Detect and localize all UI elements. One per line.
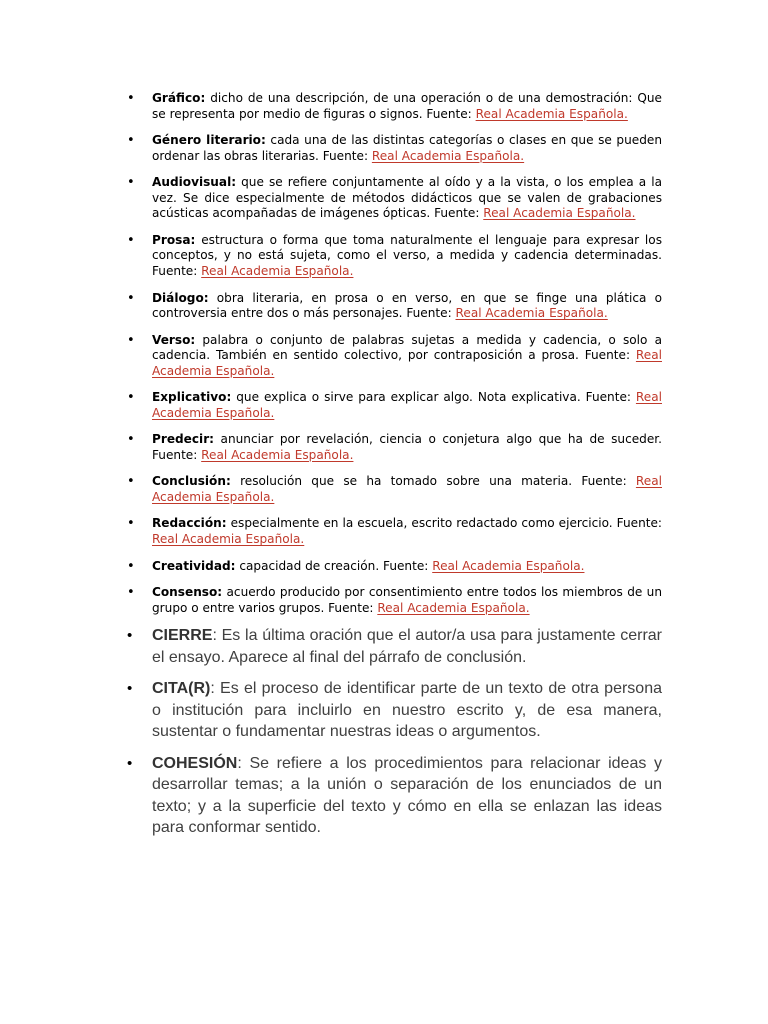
entry-definition: anunciar por revelación, ciencia o conjetura algo que ha de suceder. Fuente: bbox=[152, 432, 662, 462]
entry-definition: estructura o forma que toma naturalmente el lenguaje para expresar los conceptos, y no está sujeta, como el verso, a medida y cadencia determinadas. Fuente: bbox=[152, 232, 662, 279]
glossary-entry bbox=[126, 233, 662, 280]
entry-term: Género literario: bbox=[152, 133, 266, 148]
entry-definition: cada una de las distintas categorías o clases en que se pueden ordenar las obras literarias. Fuente: bbox=[152, 133, 662, 163]
glossary-entry bbox=[126, 559, 662, 575]
entry-term: Creatividad: bbox=[152, 558, 236, 573]
bullet-icon: • bbox=[127, 432, 135, 448]
entry-definition: : Es la última oración que el autor/a usa para justamente cerrar el ensayo. Aparece al final del párrafo de conclusión. bbox=[152, 627, 662, 666]
entry-term: Audiovisual: bbox=[152, 175, 237, 190]
entry-term: Redacción: bbox=[152, 516, 227, 531]
source-link[interactable]: Real Academia Española. bbox=[152, 474, 662, 504]
bullet-icon: • bbox=[127, 680, 133, 698]
glossary-entry bbox=[126, 432, 662, 463]
entry-term: Verso: bbox=[152, 332, 196, 347]
glossary-entry bbox=[126, 91, 662, 122]
source-link[interactable]: Real Academia Española. bbox=[455, 306, 608, 321]
entry-term: Conclusión: bbox=[152, 474, 231, 489]
bullet-icon: • bbox=[127, 290, 135, 306]
source-link[interactable]: Real Academia Española. bbox=[152, 532, 305, 547]
source-link[interactable]: Real Academia Española. bbox=[475, 106, 628, 121]
essay-term-entry bbox=[126, 678, 662, 743]
glossary-entry bbox=[126, 291, 662, 322]
bullet-icon: • bbox=[127, 332, 135, 348]
entry-definition: que se refiere conjuntamente al oído y a la vista, o los emplea a la vez. Se dice especialmente de métodos didácticos que se valen de grabaciones acústicas acompañadas de imágenes ópticas. Fuente: bbox=[152, 175, 662, 221]
bullet-icon: • bbox=[127, 91, 135, 106]
entry-term: CITA(R) bbox=[152, 680, 211, 698]
glossary-entry bbox=[126, 474, 662, 505]
bullet-icon: • bbox=[127, 516, 135, 532]
entry-term: Diálogo: bbox=[152, 290, 209, 305]
bullet-icon: • bbox=[127, 474, 135, 490]
entry-term: COHESIÓN bbox=[152, 754, 238, 772]
glossary-entry bbox=[126, 133, 662, 164]
glossary-entry bbox=[126, 516, 662, 547]
entry-definition: capacidad de creación. Fuente: bbox=[235, 558, 433, 573]
bullet-icon: • bbox=[127, 558, 135, 574]
bullet-icon: • bbox=[127, 627, 133, 645]
source-link[interactable]: Real Academia Española. bbox=[432, 558, 585, 573]
glossary-list bbox=[126, 91, 662, 849]
bullet-icon: • bbox=[127, 585, 135, 601]
entry-definition: obra literaria, en prosa o en verso, en que se finge una plática o controversia entre dos o más personajes. Fuente: bbox=[152, 290, 662, 321]
source-link[interactable]: Real Academia Española. bbox=[201, 264, 354, 279]
entry-definition: : Es el proceso de identificar parte de un texto de otra persona o institución para incluirlo en nuestro escrito y, de esa manera, sustentar o fundamentar nuestras ideas o argumentos. bbox=[152, 680, 662, 741]
glossary-entry bbox=[126, 333, 662, 380]
entry-term: Predecir: bbox=[152, 432, 215, 447]
bullet-icon: • bbox=[127, 133, 135, 149]
entry-term: CIERRE bbox=[152, 627, 213, 645]
bullet-icon: • bbox=[127, 175, 135, 191]
bullet-icon: • bbox=[127, 232, 135, 248]
entry-term: Prosa: bbox=[152, 232, 196, 247]
bullet-icon: • bbox=[127, 754, 133, 772]
essay-term-entry bbox=[126, 753, 662, 839]
entry-term: Consenso: bbox=[152, 585, 223, 600]
entry-definition: especialmente en la escuela, escrito redactado como ejercicio. Fuente: bbox=[226, 516, 662, 531]
source-link[interactable]: Real Academia Española. bbox=[371, 148, 525, 163]
entry-term: Gráfico: bbox=[152, 91, 206, 105]
glossary-entry bbox=[126, 390, 662, 421]
source-link[interactable]: Real Academia Española. bbox=[152, 390, 662, 420]
source-link[interactable]: Real Academia Española. bbox=[152, 348, 662, 378]
glossary-entry bbox=[126, 585, 662, 616]
entry-term: Explicativo: bbox=[152, 390, 232, 405]
entry-definition: dicho de una descripción, de una operación o de una demostración: Que se representa por medio de figuras o signos. Fuente: bbox=[152, 91, 662, 121]
source-link[interactable]: Real Academia Española. bbox=[483, 206, 636, 221]
entry-definition: acuerdo producido por consentimiento entre todos los miembros de un grupo o entre varios grupos. Fuente: bbox=[152, 585, 662, 615]
entry-definition: palabra o conjunto de palabras sujetas a medida y cadencia, o solo a cadencia. También en sentido colectivo, por contraposición a prosa. Fuente: bbox=[152, 332, 662, 363]
essay-term-entry bbox=[126, 625, 662, 668]
entry-definition: resolución que se ha tomado sobre una materia. Fuente: bbox=[230, 474, 636, 489]
source-link[interactable]: Real Academia Española. bbox=[377, 600, 530, 615]
bullet-icon: • bbox=[127, 390, 135, 406]
entry-definition: que explica o sirve para explicar algo. Nota explicativa. Fuente: bbox=[231, 390, 636, 405]
source-link[interactable]: Real Academia Española. bbox=[201, 447, 354, 462]
entry-definition: : Se refiere a los procedimientos para relacionar ideas y desarrollar temas; a la unión o separación de los enunciados de un texto; y a la superficie del texto y cómo en ella se enlazan las ideas para conformar sentido. bbox=[152, 754, 662, 837]
glossary-entry bbox=[126, 175, 662, 222]
